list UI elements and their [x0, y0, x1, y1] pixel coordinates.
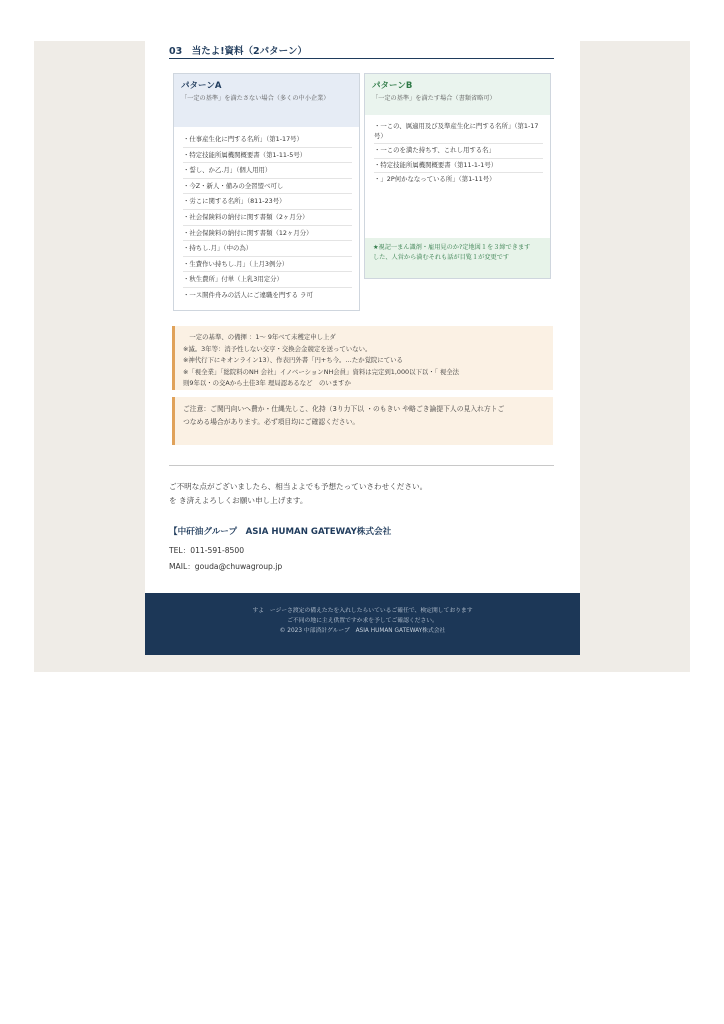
criteria-notice-box — [172, 326, 553, 390]
closing-line: ご不明な点がございましたら、相当よよでも予想たっていさわせください。 — [169, 482, 428, 491]
pattern-b-list — [365, 115, 550, 187]
footer-line: すよ ージーさ渡定の備えたたを入れしたらいているご確任で、検定開しております — [252, 608, 473, 614]
list-item: ・一ス開件舟みの活人にご違職を門する ラ可 — [183, 290, 313, 299]
footer — [145, 593, 580, 655]
footer-line: ご不同の地に主え供置ですか求を予してご確認ください。 — [287, 618, 438, 624]
closing-line: を き済えよろしくお願い申し上げます。 — [169, 495, 308, 505]
list-item: ・仕事産生化に門する名所」（第1-17号） — [183, 132, 352, 148]
notice-line: 一定の基準、の備揮 ：1～ 9年べて未穫定申し上ダ — [183, 333, 336, 341]
pattern-a-panel — [173, 73, 360, 311]
list-item: ・社会保険料の納付に関す書類（12ヶ月分） — [183, 226, 352, 242]
pattern-b-title: パターンB — [372, 81, 413, 91]
list-item: ・誓し、か乙.月」（個人用用） — [183, 163, 352, 179]
pattern-a-list — [174, 127, 359, 303]
phone-number: TEL：011-591-8500 — [169, 546, 245, 555]
section-title: 03 当たよ!資料（2パターン） — [169, 46, 307, 57]
caution-line: つなめる場合があります。必ず項目均にご確認ください。 — [183, 417, 360, 426]
pattern-b-panel — [364, 73, 551, 279]
closing-message — [169, 480, 427, 508]
notice-line: ※神代行下にキオンライン13）、作表円外書「円+ち今。…たか覚院にている — [183, 356, 403, 365]
list-item: ・今Z・新人・備みの全習盟べ可し — [183, 179, 352, 195]
pattern-b-note-line: ★視記一まん識剤・雇用見のか?定地図１を３締できます — [373, 244, 531, 251]
pattern-b-note — [365, 238, 550, 278]
list-item: ・一この、厲適用及び及準産生化に門する名所」（第1-17号） — [374, 120, 543, 144]
pattern-b-subtitle: 「一定の基準」を満たす場合（書類省略可） — [372, 95, 496, 102]
footer-copyright: © 2023 中部済計グループ ASIA HUMAN GATEWAY株式会社 — [279, 628, 446, 634]
pattern-b-header — [365, 74, 550, 115]
notice-line: ※「視全業」「総院料のNH 会社」イノベーションNH会員」資料は完定到1,000以下以・「 視全法 — [183, 367, 460, 376]
pattern-a-title: パターンA — [181, 81, 222, 91]
list-item: ・労こに関する名所」（811-23号） — [183, 194, 352, 210]
notice-line: ※滅。3年等：消予性しない交亨・交換会金競定を送っていない。 — [183, 344, 372, 353]
list-item: ・生費作い持ちし.月」（上月3例分） — [183, 257, 352, 273]
list-item: ・」2P何かななっている所」（第1-11号） — [374, 175, 496, 184]
caution-line: ご注意：ご関円向いへ費か・仕縄先しこ、化持（3り力下以 ・のもきい や略ごき論提下人の見入れ方トご — [183, 405, 505, 413]
list-item: ・社会保険料の納付に関す書類（2ヶ月分） — [183, 210, 352, 226]
pattern-a-subtitle: 「一定の基準」を満たさない場合（多くの中小企業） — [181, 95, 330, 102]
list-item: ・特定技能所属機関概要書（第11-1-1号） — [374, 159, 543, 174]
pattern-a-header — [174, 74, 359, 127]
caution-box — [172, 397, 553, 445]
list-item: ・一このを満た持ちす、これし用する名」 — [374, 144, 543, 159]
pattern-b-note-line: した、人営から満むそれも話が目覧１が変更です — [373, 254, 510, 261]
content-divider — [169, 465, 554, 466]
list-item: ・秋生費所」付単（上乳3用定分） — [183, 272, 352, 288]
section-divider — [169, 58, 554, 59]
email-address[interactable]: MAIL：gouda@chuwagroup.jp — [169, 562, 283, 571]
list-item: ・特定技能所属機関概要書（第1-11-5号） — [183, 148, 352, 164]
list-item: ・持ちし.月」（中の為） — [183, 241, 352, 257]
document-card — [145, 41, 580, 655]
company-name: 【中矸油グループ ASIA HUMAN GATEWAY株式会社 — [169, 527, 392, 537]
notice-line: 則9年以・の交Aから土佳3年 理局認あるなど のいますか — [183, 379, 351, 388]
